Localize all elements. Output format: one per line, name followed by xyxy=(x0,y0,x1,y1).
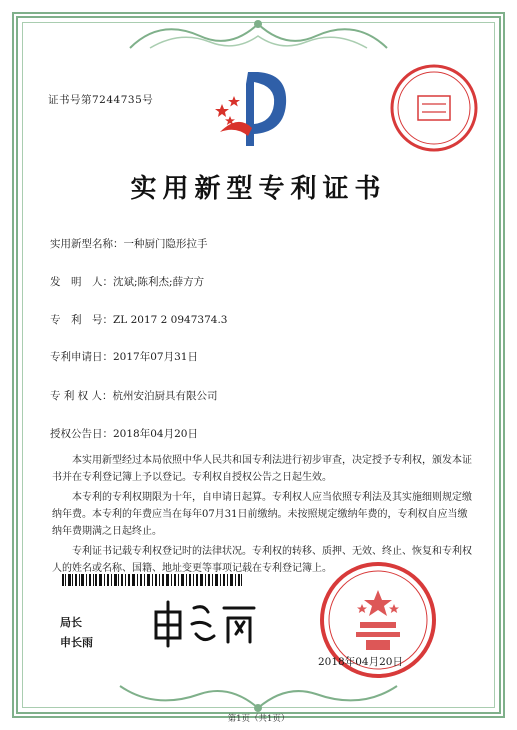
filing-date-value: 2017年07月31日 xyxy=(113,351,198,363)
page-number: 第1页（共1页） xyxy=(227,714,290,724)
patentee-label: 专 利 权 人： xyxy=(50,390,113,402)
document-title: 实用新型专利证书 xyxy=(130,174,387,204)
utility-model-name-value: 一种厨门隐形拉手 xyxy=(123,238,208,250)
patentee-value: 杭州安泊厨具有限公司 xyxy=(112,390,218,402)
patent-number-value: ZL 2017 2 0947374.3 xyxy=(113,314,228,326)
inventor-label: 发 明 人： xyxy=(50,276,113,288)
body-paragraph-3: 专利证书记载专利权登记时的法律状况。专利权的转移、质押、无效、终止、恢复和专利权人的姓名或名称、国籍、地址变更等事项记载在专利登记簿上。 xyxy=(52,546,472,574)
grant-date-row xyxy=(50,426,198,441)
patentee-row xyxy=(50,388,218,403)
filing-date-label: 专利申请日： xyxy=(50,351,113,363)
seal-date: 2018年04月20日 xyxy=(318,656,403,668)
agency-stamp xyxy=(388,62,480,154)
grant-date-value: 2018年04月20日 xyxy=(113,428,198,440)
barcode xyxy=(62,574,242,586)
filing-date-row xyxy=(50,349,198,364)
body-paragraph-2: 本专利的专利权期限为十年，自申请日起算。专利权人应当依照专利法及其实施细则规定缴纳年费。本专利的年费应当在每年07月31日前缴纳。未按照规定缴纳年费的，专利权自应当缴纳年费期满之日起终止。 xyxy=(52,492,472,537)
grant-date-label: 授权公告日： xyxy=(50,428,113,440)
top-ornament xyxy=(120,14,397,54)
handwritten-signature xyxy=(150,598,260,648)
patent-office-emblem xyxy=(208,62,298,152)
body-paragraph-1: 本实用新型经过本局依照中华人民共和国专利法进行初步审查，决定授予专利权，颁发本证书并在专利登记簿上予以登记。专利权自授权公告之日起生效。 xyxy=(52,455,472,483)
patent-number-row xyxy=(50,312,227,327)
utility-model-name-row xyxy=(50,236,208,251)
signatory-title: 局长 xyxy=(60,616,82,629)
certificate-number: 证书号第7244735号 xyxy=(48,94,154,106)
signatory-name: 申长雨 xyxy=(60,636,93,649)
inventor-row xyxy=(50,274,204,289)
bottom-ornament xyxy=(110,680,407,716)
patent-number-label: 专 利 号： xyxy=(50,314,113,326)
utility-model-name-label: 实用新型名称： xyxy=(50,238,124,250)
inventor-value: 沈斌;陈利杰;薛方方 xyxy=(113,276,205,288)
